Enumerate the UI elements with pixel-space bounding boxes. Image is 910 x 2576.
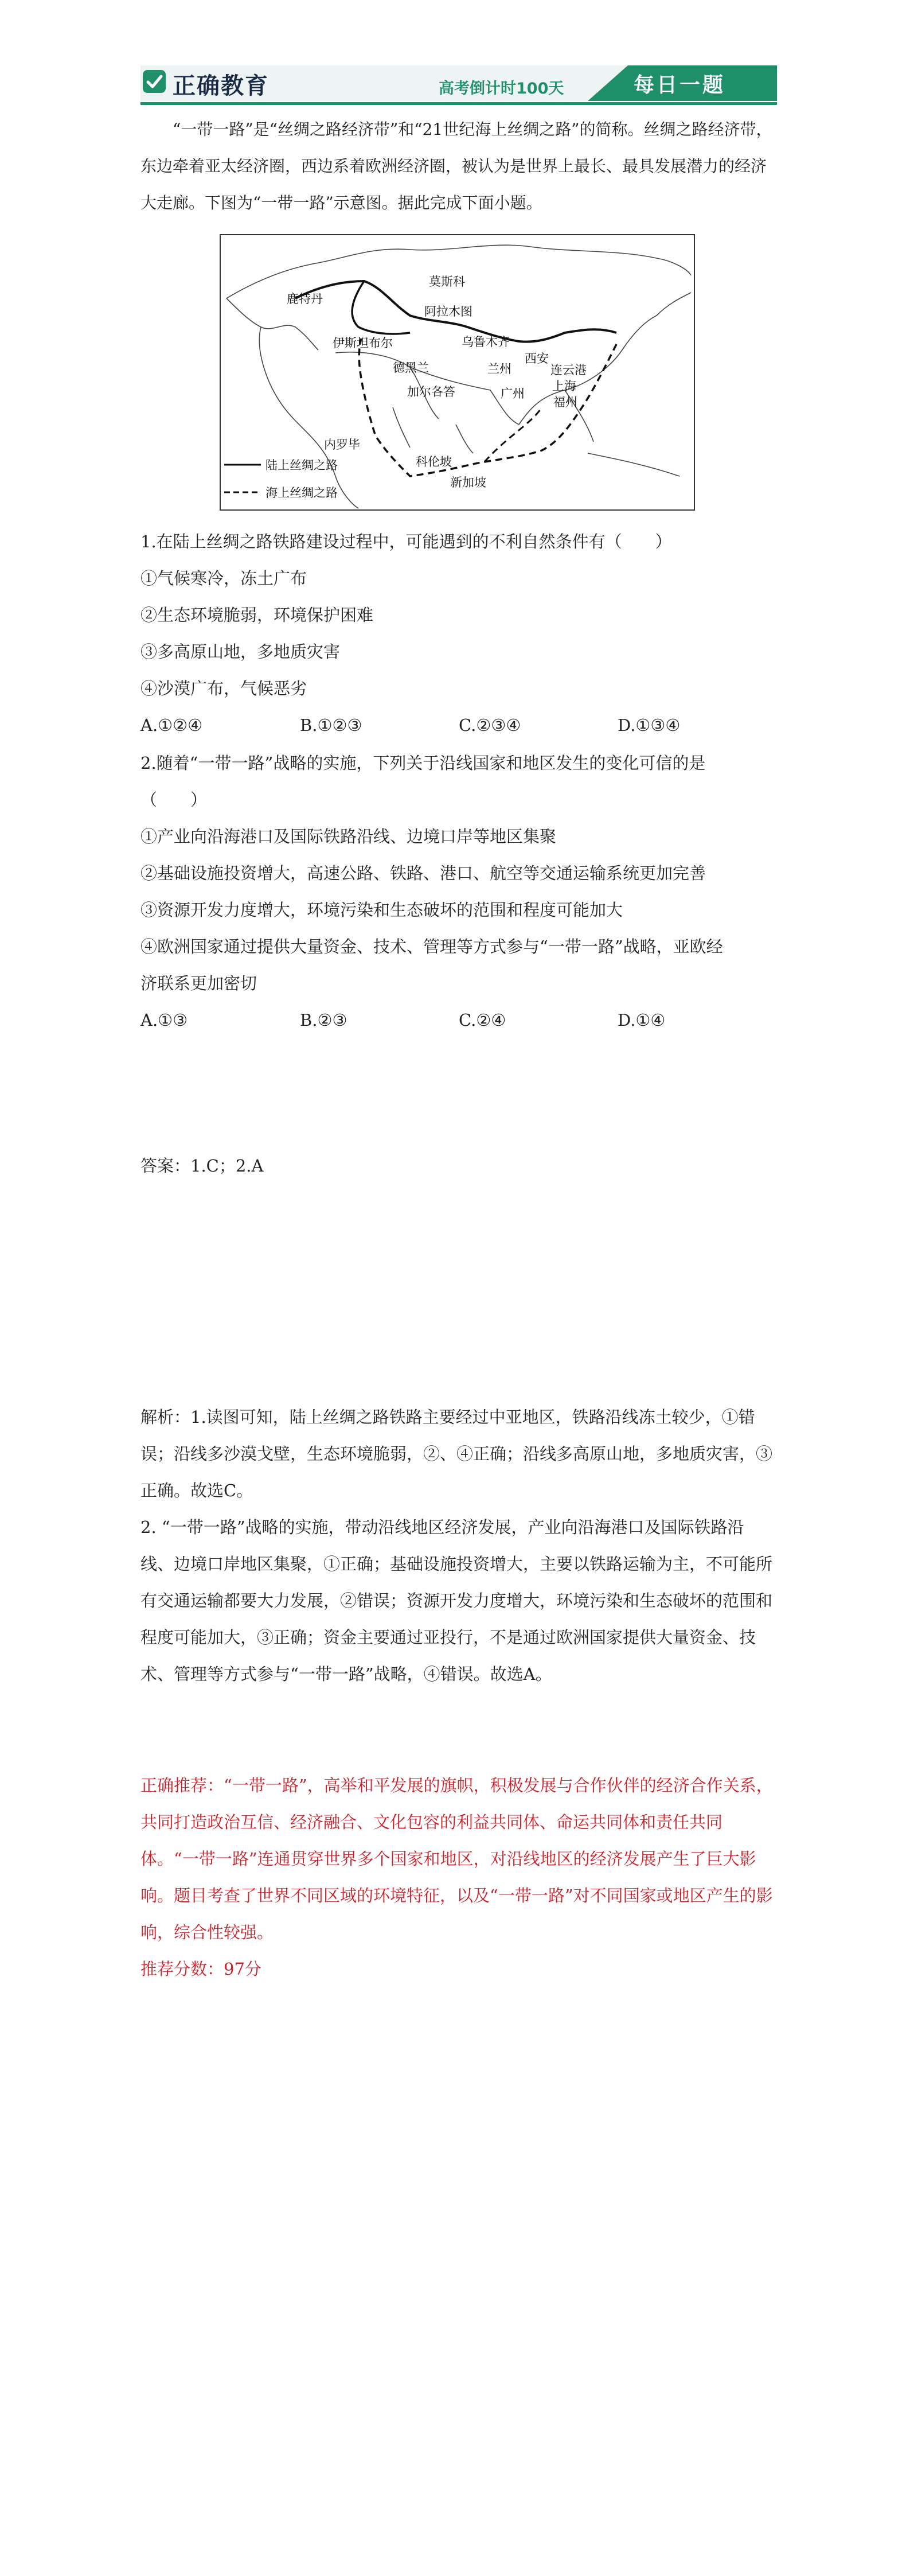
question-2-option-a: A.①③ [140, 1010, 188, 1030]
question-1-item: ②生态环境脆弱，环境保护困难 [140, 605, 374, 625]
header-divider [140, 102, 777, 105]
legend-sea-label: 海上丝绸之路 [265, 486, 338, 500]
city-label: 鹿特丹 [287, 292, 323, 306]
checkmark-logo-icon [143, 70, 166, 93]
sea-route-line [359, 338, 616, 476]
question-1-item: ③多高原山地，多地质灾害 [140, 642, 341, 661]
question-2-item-continued: 济联系更加密切 [140, 974, 257, 993]
intro-paragraph: “一带一路”是“丝绸之路经济带”和“21世纪海上丝绸之路”的简称。丝绸之路经济带，东边牵着亚太经济圈，西边系着欧洲经济圈，被认为是世界上最长、最具发展潜力的经济大走廊。下图为“一带一路”示意图。据此完成下面小题。 [140, 120, 772, 212]
city-label: 广州 [501, 387, 525, 400]
page-header [140, 62, 777, 107]
city-label: 伊斯坦布尔 [333, 336, 393, 350]
city-label: 阿拉木图 [424, 305, 472, 318]
question-1-option-d: D.①③④ [618, 715, 681, 735]
question-2-item: ③资源开发力度增大，环境污染和生态破坏的范围和程度可能加大 [140, 900, 623, 920]
countdown-label: 高考倒计时100天 [439, 80, 564, 98]
city-label: 上海 [552, 379, 576, 393]
question-1-item: ①气候寒冷，冻土广布 [140, 569, 307, 588]
city-label: 德黑兰 [393, 361, 429, 375]
city-label: 乌鲁木齐 [462, 335, 510, 349]
city-label: 福州 [553, 395, 577, 409]
city-label: 兰州 [487, 362, 511, 376]
question-2-item: ④欧洲国家通过提供大量资金、技术、管理等方式参与“一带一路”战略，亚欧经 [140, 937, 723, 956]
city-label: 西安 [525, 352, 549, 365]
analysis-question-1: 解析：1.读图可知，陆上丝绸之路铁路主要经过中亚地区，铁路沿线冻土较少，①错误；沿线多沙漠戈壁，生态环境脆弱，②、④正确；沿线多高原山地，多地质灾害，③正确。故选C。 [140, 1407, 773, 1500]
question-2-item: ①产业向沿海港口及国际铁路沿线、边境口岸等地区集聚 [140, 827, 557, 846]
city-label: 莫斯科 [429, 275, 465, 289]
city-label: 内罗毕 [324, 438, 360, 452]
question-2-option-b: B.②③ [300, 1010, 347, 1030]
recommendation-paragraph: 正确推荐：“一带一路”，高举和平发展的旗帜，积极发展与合作伙伴的经济合作关系，共同打造政治互信、经济融合、文化包容的利益共同体、命运共同体和责任共同体。“一带一路”连通贯穿世界多个国家和地区，对沿线地区的经济发展产生了巨大影响。题目考查了世界不同区域的环境特征，以及“一带一路”对不同国家或地区产生的影响，综合性较强。 [140, 1776, 773, 1942]
question-2-item: ②基础设施投资增大，高速公路、铁路、港口、航空等交通运输系统更加完善 [140, 863, 706, 883]
city-label: 科伦坡 [416, 455, 452, 469]
belt-and-road-map [220, 234, 695, 511]
question-1-item: ④沙漠广布，气候恶劣 [140, 679, 307, 698]
question-2-stem: 2.随着“一带一路”战略的实施，下列关于沿线国家和地区发生的变化可信的是 [140, 753, 706, 773]
brand-name: 正确教育 [173, 73, 269, 99]
question-2-option-d: D.①④ [618, 1010, 666, 1030]
question-2-stem-bracket: （ ） [140, 790, 208, 810]
question-1-stem: 1.在陆上丝绸之路铁路建设过程中，可能遇到的不利自然条件有（ ） [140, 532, 672, 551]
recommendation-score: 推荐分数：97分 [140, 1959, 261, 1979]
analysis-question-2: 2. “一带一路”战略的实施，带动沿线地区经济发展，产业向沿海港口及国际铁路沿线、边境口岸地区集聚，①正确；基础设施投资增大，主要以铁路运输为主，不可能所有交通运输都要大力发展，②错误；资源开发力度增大，环境污染和生态破坏的范围和程度可能加大，③正确；资金主要通过亚投行，不是通过欧洲国家提供大量资金、技术、管理等方式参与“一带一路”战略，④错误。故选A。 [140, 1517, 773, 1684]
question-2-option-c: C.②④ [459, 1010, 506, 1030]
question-1-option-a: A.①②④ [140, 715, 203, 735]
question-1-option-b: B.①②③ [300, 715, 362, 735]
daily-question-label: 每日一题 [634, 73, 726, 97]
legend-land-label: 陆上丝绸之路 [265, 458, 338, 472]
city-label: 加尔各答 [407, 385, 455, 399]
question-1-option-c: C.②③④ [459, 715, 521, 735]
city-label: 新加坡 [450, 476, 486, 489]
city-label: 连云港 [550, 363, 587, 377]
answer-line: 答案：1.C；2.A [140, 1156, 264, 1176]
